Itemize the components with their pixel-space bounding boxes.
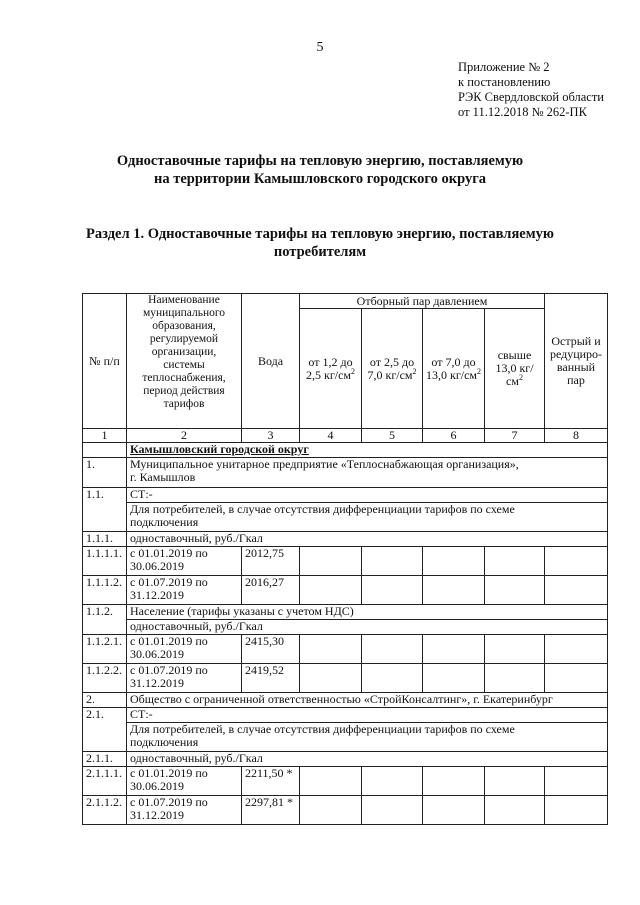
table-row: 1.1. СТ:-	[83, 488, 608, 503]
page-number: 5	[316, 40, 324, 55]
header-pressure-1: от 1,2 до 2,5 $кг/см^2$	[300, 309, 362, 429]
table-row: одноставочный, руб./Гкал	[83, 620, 608, 635]
period-cell: с 01.07.2019 по 31.12.2019	[127, 796, 242, 825]
table-row	[83, 723, 608, 752]
table-row: 1.1.1.1. с 01.01.2019 по 30.06.2019 2012,75	[83, 547, 608, 576]
table-row: 2.1.1.1. с 01.01.2019 по 30.06.2019 2211,50 *	[83, 767, 608, 796]
tariff-table	[82, 293, 608, 825]
period-cell: с 01.07.2019 по 31.12.2019	[127, 664, 242, 693]
annex-block	[458, 60, 604, 120]
table-row: 2.1.1.2. с 01.07.2019 по 31.12.2019 2297,81 *	[83, 796, 608, 825]
table-row: 2.1.1. одноставочный, руб./Гкал	[83, 752, 608, 767]
table-row: 1.1.1.2. с 01.07.2019 по 31.12.2019 2016,27	[83, 576, 608, 605]
header-pressure-4: свыше 13,0 $кг/см^2$	[485, 309, 545, 429]
header-pressure-3: от 7,0 до 13,0 $кг/см^2$	[423, 309, 485, 429]
water-value: 2415,30	[242, 635, 300, 664]
period-cell: с 01.07.2019 по 31.12.2019	[127, 576, 242, 605]
period-cell: с 01.01.2019 по 30.06.2019	[127, 767, 242, 796]
table-row: 1.1.2. Население (тарифы указаны с учетом НДС)	[83, 605, 608, 620]
header-name: Наименование муниципального образования, регулируемой организации, системы теплоснабжения, период действия тарифов	[127, 294, 242, 429]
header-sharp-steam: Острый и редуциро-ванный пар	[545, 294, 608, 429]
annex-line-2: к постановлению	[458, 75, 551, 89]
header-water: Вода	[242, 294, 300, 429]
annex-line-1: Приложение № 2	[458, 60, 550, 74]
annex-line-3: РЭК Свердловской области	[458, 90, 604, 104]
table-row	[83, 503, 608, 532]
org1-row: 1. Муниципальное унитарное предприятие «Теплоснабжающая организация», г. Камышлов	[83, 458, 608, 488]
header-num: № п/п	[83, 294, 127, 429]
water-value: 2211,50 *	[242, 767, 300, 796]
water-value: 2016,27	[242, 576, 300, 605]
table-row: 1.1.2.2. с 01.07.2019 по 31.12.2019 2419,52	[83, 664, 608, 693]
document-title	[60, 152, 580, 188]
section-title	[60, 225, 580, 261]
org1-name: Муниципальное унитарное предприятие «Теплоснабжающая организация», г. Камышлов	[127, 458, 608, 488]
note-cell: Для потребителей, в случае отсутствия дифференциации тарифов по схеме подключения	[127, 723, 608, 752]
org2-name: Общество с ограниченной ответственностью «СтройКонсалтинг», г. Екатеринбург	[127, 693, 608, 708]
water-value: 2419,52	[242, 664, 300, 693]
table-row: 1.1.1. одноставочный, руб./Гкал	[83, 532, 608, 547]
header-pressure-2: от 2,5 до 7,0 $кг/см^2$	[362, 309, 423, 429]
okrug-name: Камышловский городской округ	[127, 443, 608, 458]
okrug-row	[83, 443, 608, 458]
column-numbers-row: 1 2 3 4 5 6 7 8	[83, 429, 608, 443]
section-line-1: Раздел 1. Одноставочные тарифы на тепловую энергию, поставляемую	[86, 226, 554, 242]
table-row: 2.1. СТ:-	[83, 708, 608, 723]
period-cell: с 01.01.2019 по 30.06.2019	[127, 547, 242, 576]
section-line-2: потребителям	[273, 244, 367, 260]
note-cell: Для потребителей, в случае отсутствия дифференциации тарифов по схеме подключения	[127, 503, 608, 532]
table-row: 1.1.2.1. с 01.01.2019 по 30.06.2019 2415,30	[83, 635, 608, 664]
water-value: 2012,75	[242, 547, 300, 576]
period-cell: с 01.01.2019 по 30.06.2019	[127, 635, 242, 664]
annex-line-4: от 11.12.2018 № 262-ПК	[458, 105, 587, 119]
water-value: 2297,81 *	[242, 796, 300, 825]
title-line-1: Одноставочные тарифы на тепловую энергию, поставляемую	[116, 153, 524, 169]
header-steam-group: Отборный пар давлением	[300, 294, 545, 309]
title-line-2: на территории Камышловского городского округа	[153, 171, 487, 187]
org2-row: 2. Общество с ограниченной ответственностью «СтройКонсалтинг», г. Екатеринбург	[83, 693, 608, 708]
